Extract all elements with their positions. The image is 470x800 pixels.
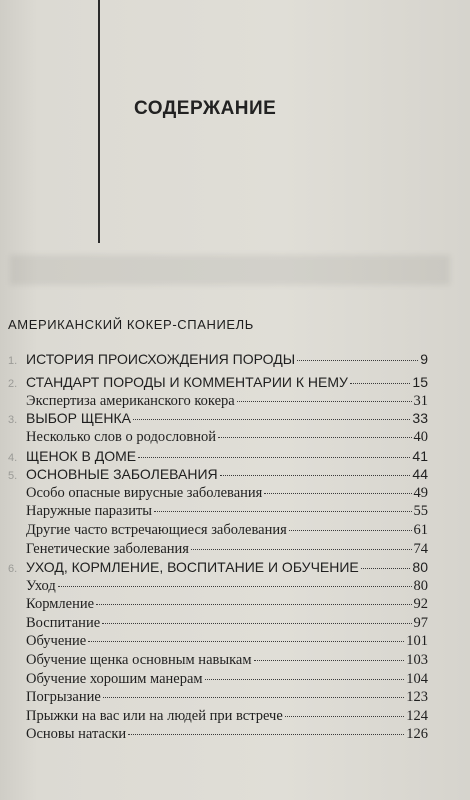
toc-entry-title: Погрызание [26, 689, 101, 705]
chapter-number: 6. [8, 563, 18, 575]
toc-entry [26, 725, 428, 743]
toc-entry-title: СТАНДАРТ ПОРОДЫ И КОММЕНТАРИИ К НЕМУ [26, 374, 348, 390]
toc-entry [8, 350, 428, 370]
toc-entry-title: Уход [26, 578, 56, 594]
dot-leader [205, 679, 405, 680]
toc-page-number: 9 [420, 351, 428, 367]
toc-entry [8, 447, 428, 467]
toc-entry-title: ВЫБОР ЩЕНКА [26, 410, 131, 426]
decorative-vertical-rule [98, 0, 100, 243]
toc-entry-title: Кормление [26, 596, 95, 612]
toc-entry-title: ЩЕНОК В ДОМЕ [26, 448, 137, 464]
dot-leader [103, 697, 404, 698]
chapter-number: 1. [8, 355, 18, 367]
toc-entry-title: Обучение хорошим манерам [26, 671, 203, 687]
dot-leader [88, 641, 404, 642]
toc-entry [26, 502, 428, 520]
toc-page-number: 97 [413, 615, 428, 631]
toc-page-number: 104 [406, 671, 428, 687]
chapter-number: 5. [8, 470, 18, 482]
toc-entry-title: Особо опасные вирусные заболевания [26, 485, 263, 501]
toc-page-number: 44 [412, 466, 428, 482]
toc-page-number: 123 [406, 689, 428, 705]
dot-leader [58, 586, 412, 587]
toc-page-number: 126 [406, 726, 428, 742]
toc-entry [26, 688, 428, 706]
toc-page-number: 103 [406, 652, 428, 668]
toc-entry [8, 409, 428, 429]
toc-page-number: 49 [413, 485, 428, 501]
toc-page-number: 31 [413, 393, 428, 409]
toc-entry-title: Обучение [26, 633, 87, 649]
toc-entry [26, 484, 428, 502]
toc-entry [26, 651, 428, 669]
toc-page-number: 55 [413, 503, 428, 519]
dot-leader [128, 734, 404, 735]
dot-leader [218, 437, 412, 438]
toc-entry [26, 540, 428, 558]
dot-leader [237, 401, 412, 402]
toc-entry [8, 558, 428, 578]
toc-entry-title: Прыжки на вас или на людей при встрече [26, 708, 283, 724]
toc-entry [26, 670, 428, 688]
dot-leader [96, 604, 411, 605]
bleed-through-shadow [10, 255, 450, 285]
chapter-number: 3. [8, 414, 18, 426]
toc-page-number: 74 [413, 541, 428, 557]
toc-entry-title: Наружные паразиты [26, 503, 153, 519]
dot-leader [102, 623, 411, 624]
toc-entry-title: Обучение щенка основным навыкам [26, 652, 252, 668]
dot-leader [133, 419, 410, 420]
dot-leader [361, 568, 411, 569]
dot-leader [220, 475, 411, 476]
chapter-number: 4. [8, 452, 18, 464]
toc-page-number: 80 [412, 559, 428, 575]
toc-entry-title: Экспертиза американского кокера [26, 393, 235, 409]
dot-leader [191, 549, 412, 550]
toc-page-number: 101 [406, 633, 428, 649]
toc-entry [26, 632, 428, 650]
toc-entry [26, 614, 428, 632]
toc-page-number: 124 [406, 708, 428, 724]
dot-leader [254, 660, 405, 661]
chapter-number: 2. [8, 378, 18, 390]
dot-leader [264, 493, 411, 494]
dot-leader [297, 360, 418, 361]
toc-entry-title: ОСНОВНЫЕ ЗАБОЛЕВАНИЯ [26, 466, 218, 482]
toc-entry-title: Генетические заболевания [26, 541, 189, 557]
toc-entry [8, 373, 428, 393]
toc-page-number: 15 [412, 374, 428, 390]
dot-leader [285, 716, 404, 717]
toc-entry [26, 392, 428, 410]
page-title: СОДЕРЖАНИЕ [134, 98, 277, 119]
toc-page-number: 92 [413, 596, 428, 612]
dot-leader [350, 383, 411, 384]
toc-page-number: 80 [413, 578, 428, 594]
toc-entry [26, 595, 428, 613]
toc-entry [8, 465, 428, 485]
toc-entry-title: Основы натаски [26, 726, 127, 742]
toc-page-number: 40 [413, 429, 428, 445]
toc-entry-title: ИСТОРИЯ ПРОИСХОЖДЕНИЯ ПОРОДЫ [26, 351, 296, 367]
toc-entry-title: Другие часто встречающиеся заболевания [26, 522, 287, 538]
dot-leader [289, 530, 412, 531]
toc-entry-title: Несколько слов о родословной [26, 429, 216, 445]
toc-entry [26, 521, 428, 539]
toc-page-number: 61 [413, 522, 428, 538]
toc-entry [26, 577, 428, 595]
toc-page-number: 41 [412, 448, 428, 464]
toc-entry-title: Воспитание [26, 615, 101, 631]
toc-page-number: 33 [412, 410, 428, 426]
toc-entry [26, 428, 428, 446]
toc-entry [26, 707, 428, 725]
dot-leader [154, 511, 411, 512]
section-title: АМЕРИКАНСКИЙ КОКЕР-СПАНИЕЛЬ [8, 317, 254, 332]
dot-leader [138, 457, 410, 458]
toc-entry-title: УХОД, КОРМЛЕНИЕ, ВОСПИТАНИЕ И ОБУЧЕНИЕ [26, 559, 359, 575]
